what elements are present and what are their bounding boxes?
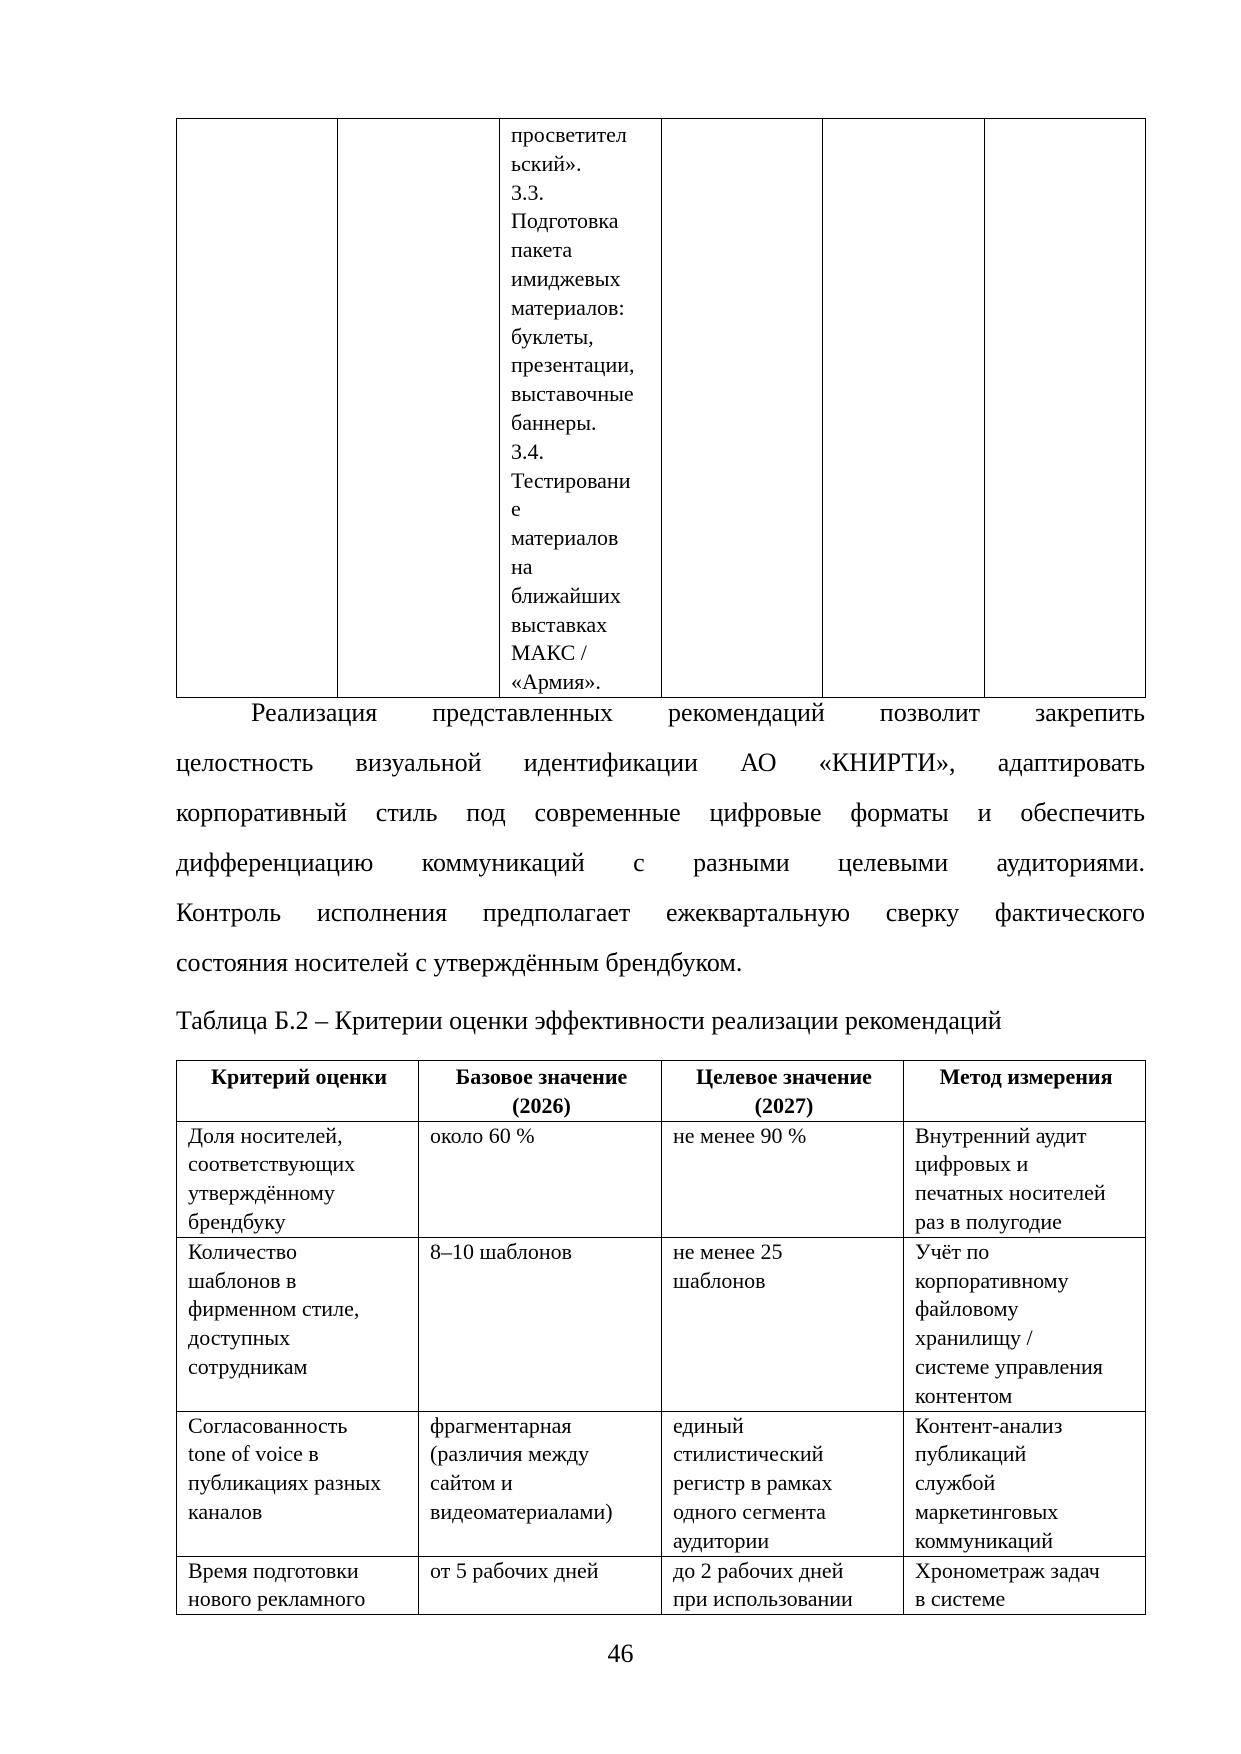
cell-line: шаблонов в xyxy=(188,1267,297,1293)
cell-line: нового рекламного xyxy=(188,1586,366,1612)
cell-line: утверждённому xyxy=(188,1180,335,1206)
cell-line: Время подготовки xyxy=(188,1557,359,1583)
column-header xyxy=(177,1061,419,1122)
cell-line: е xyxy=(511,496,521,522)
paragraph-line: Контроль исполнения предполагает ежеквартальную сверку фактического xyxy=(176,898,1145,927)
cell-line: в системе xyxy=(915,1586,1006,1612)
cell-line: корпоративному xyxy=(915,1267,1069,1293)
cell-line: видеоматериалами) xyxy=(430,1498,613,1524)
cell-line: (различия между xyxy=(430,1441,590,1467)
table-cell xyxy=(662,1411,904,1556)
cell-line: выставочные xyxy=(511,381,634,407)
cell-line: 3.3. xyxy=(511,179,544,205)
table-cell xyxy=(177,1121,419,1237)
cell-line: около 60 % xyxy=(430,1122,535,1148)
cell-line: баннеры. xyxy=(511,409,597,435)
header-line: (2027) xyxy=(754,1092,814,1118)
cell-line: выставках xyxy=(511,611,608,637)
cell-line: до 2 рабочих дней xyxy=(673,1557,844,1583)
header-line: (2026) xyxy=(512,1092,571,1118)
table-cell xyxy=(419,1411,662,1556)
cell-line: не менее 25 xyxy=(673,1238,783,1264)
table-row xyxy=(177,1411,1146,1556)
cell-line: раз в полугодие xyxy=(915,1208,1062,1234)
cell-line: Согласованность xyxy=(188,1412,348,1438)
table-cell xyxy=(177,1237,419,1411)
cell-line: МАКС / xyxy=(511,640,587,666)
table-cell xyxy=(419,1237,662,1411)
cell-line: «Армия». xyxy=(511,669,601,695)
cell-line: соответствующих xyxy=(188,1151,356,1177)
table-cell xyxy=(985,119,1146,698)
cell-line: Внутренний аудит xyxy=(915,1122,1087,1148)
criteria-table xyxy=(176,1060,1146,1615)
header-line: Критерий оценки xyxy=(211,1064,387,1089)
table-row xyxy=(177,1237,1146,1411)
cell-line: доступных xyxy=(188,1325,291,1351)
table-cell xyxy=(823,119,985,698)
cell-line: сотрудникам xyxy=(188,1353,308,1379)
cell-line: стилистический xyxy=(673,1441,824,1467)
cell-line: файловому xyxy=(915,1296,1019,1322)
table-cell xyxy=(904,1411,1146,1556)
table-cell xyxy=(904,1556,1146,1615)
cell-line: службой xyxy=(915,1470,996,1496)
cell-line: буклеты, xyxy=(511,323,594,349)
header-line: Базовое значение xyxy=(455,1064,628,1089)
table-cell-stages xyxy=(500,119,662,698)
column-header xyxy=(662,1061,904,1122)
paragraph-line: дифференциацию коммуникаций с разными целевыми аудиториями. xyxy=(176,848,1145,877)
cell-line: Тестировани xyxy=(511,467,631,493)
cell-line: регистр в рамках xyxy=(673,1470,833,1496)
table-header-row xyxy=(177,1061,1146,1122)
table-cell xyxy=(904,1237,1146,1411)
cell-line: от 5 рабочих дней xyxy=(430,1557,599,1583)
cell-line: фирменном стиле, xyxy=(188,1296,360,1322)
cell-line: брендбуку xyxy=(188,1208,286,1234)
paragraph-line: Реализация представленных рекомендаций позволит закрепить xyxy=(251,698,1145,727)
cell-line: при использовании xyxy=(673,1586,853,1612)
column-header xyxy=(419,1061,662,1122)
cell-line: хранилищу / xyxy=(915,1325,1033,1351)
cell-line: контентом xyxy=(915,1382,1013,1408)
cell-line: просветител xyxy=(511,122,627,147)
cell-line: системе управления xyxy=(915,1353,1103,1379)
cell-line: материалов xyxy=(511,525,619,551)
cell-line: 3.4. xyxy=(511,438,544,464)
cell-line: имиджевых xyxy=(511,265,621,291)
table-cell xyxy=(662,1556,904,1615)
cell-line: сайтом и xyxy=(430,1470,513,1496)
cell-line: Контент-анализ xyxy=(915,1412,1063,1438)
cell-line: Хронометраж задач xyxy=(915,1557,1100,1583)
cell-line: Учёт по xyxy=(915,1238,990,1264)
table-row xyxy=(177,1121,1146,1237)
paragraph-line: состояния носителей с утверждённым брендбуком. xyxy=(176,948,743,977)
cell-line: презентации, xyxy=(511,352,635,378)
cell-line: шаблонов xyxy=(673,1267,766,1293)
table-cell xyxy=(419,1121,662,1237)
table-cell xyxy=(177,1411,419,1556)
table-cell xyxy=(419,1556,662,1615)
cell-line: публикаций xyxy=(915,1441,1027,1467)
table-cell xyxy=(177,119,338,698)
table-row xyxy=(177,1556,1146,1615)
cell-line: материалов: xyxy=(511,294,625,320)
column-header xyxy=(904,1061,1146,1122)
body-paragraph xyxy=(176,688,1145,988)
cell-line: tone of voice в xyxy=(188,1441,319,1467)
header-line: Целевое значение xyxy=(696,1064,872,1089)
cell-line: аудитории xyxy=(673,1527,770,1553)
cell-line: Количество xyxy=(188,1238,298,1264)
cell-line: печатных носителей xyxy=(915,1180,1106,1206)
cell-line: одного сегмента xyxy=(673,1498,826,1524)
table-cell xyxy=(662,1237,904,1411)
paragraph-line: целостность визуальной идентификации АО «КНИРТИ», адаптировать xyxy=(176,748,1145,777)
cell-line: публикациях разных xyxy=(188,1470,382,1496)
cell-line: Подготовка xyxy=(511,208,619,234)
cell-line: фрагментарная xyxy=(430,1412,572,1438)
table-cell xyxy=(904,1121,1146,1237)
cell-line: каналов xyxy=(188,1498,263,1524)
page-number: 46 xyxy=(607,1639,634,1668)
cell-line: единый xyxy=(673,1412,744,1438)
cell-line: пакета xyxy=(511,237,573,263)
table-cell xyxy=(662,1121,904,1237)
header-line: Метод измерения xyxy=(939,1064,1113,1089)
cell-line: ближайших xyxy=(511,582,621,608)
paragraph-line: корпоративный стиль под современные цифровые форматы и обеспечить xyxy=(176,798,1145,827)
cell-line: не менее 90 % xyxy=(673,1122,807,1148)
cell-line: 8–10 шаблонов xyxy=(430,1238,572,1264)
cell-line: Доля носителей, xyxy=(188,1122,343,1148)
table-cell xyxy=(338,119,500,698)
cell-line: маркетинговых xyxy=(915,1498,1059,1524)
cell-line: на xyxy=(511,553,533,579)
table-cell xyxy=(662,119,823,698)
continuation-table xyxy=(176,118,1146,698)
cell-line: цифровых и xyxy=(915,1151,1029,1177)
cell-line: коммуникаций xyxy=(915,1527,1053,1553)
table-caption: Таблица Б.2 – Критерии оценки эффективности реализации рекомендаций xyxy=(176,1006,1002,1035)
table-cell xyxy=(177,1556,419,1615)
cell-line: ьский». xyxy=(511,150,582,176)
